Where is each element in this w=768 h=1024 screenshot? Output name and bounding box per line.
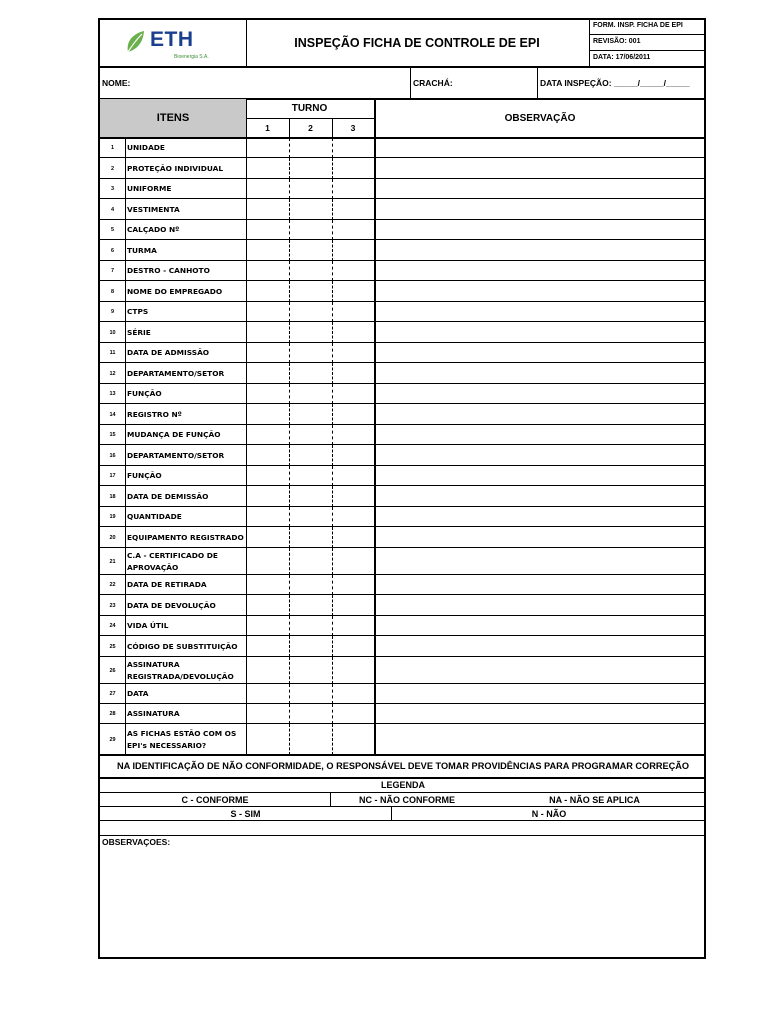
- row-label: DESTRO - CANHOTO: [127, 266, 210, 275]
- table-row: [100, 384, 706, 404]
- row-number: 7: [110, 268, 115, 274]
- row-label: UNIFORME: [127, 184, 172, 193]
- turno-2-cell[interactable]: [289, 636, 332, 657]
- turno-3-cell[interactable]: [332, 158, 374, 179]
- turno-2-cell[interactable]: [289, 616, 332, 636]
- turno-1-cell[interactable]: [246, 636, 289, 657]
- turno-3-cell[interactable]: [332, 684, 374, 704]
- turno-1-cell[interactable]: [246, 404, 289, 425]
- observacao-cell[interactable]: [375, 684, 706, 704]
- turno-3-cell[interactable]: [332, 636, 374, 657]
- table-row: [100, 363, 706, 384]
- table-row: [100, 158, 706, 179]
- observacao-cell[interactable]: [375, 404, 706, 425]
- observacao-cell[interactable]: [375, 657, 706, 684]
- turno-3-cell[interactable]: [332, 507, 374, 527]
- row-number: 10: [109, 329, 116, 336]
- turno-1-cell[interactable]: [246, 343, 289, 363]
- turno-2-cell[interactable]: [289, 657, 332, 684]
- observacao-cell[interactable]: [375, 445, 706, 466]
- row-label: DATA DE DEVOLUÇÃO: [127, 600, 216, 610]
- row-label: REGISTRO Nº: [127, 409, 182, 419]
- turno-3-cell[interactable]: [332, 138, 374, 158]
- row-label: DEPARTAMENTO/SETOR: [127, 450, 225, 460]
- row-number: 6: [110, 247, 115, 254]
- table-row: [100, 704, 706, 724]
- observacao-cell[interactable]: [375, 281, 706, 302]
- turno-1-header: 1: [265, 123, 270, 133]
- turno-2-cell[interactable]: [289, 575, 332, 595]
- row-label: C.A - CERTIFICADO DE APROVAÇÃO: [127, 550, 218, 572]
- row-label: MUDANÇA DE FUNÇÃO: [127, 430, 221, 439]
- observacao-cell[interactable]: [375, 384, 706, 404]
- observacao-cell[interactable]: [375, 199, 706, 220]
- turno-2-cell[interactable]: [289, 507, 332, 527]
- turno-3-cell[interactable]: [332, 466, 374, 486]
- row-number: 28: [109, 711, 116, 717]
- row-number: 25: [109, 643, 116, 650]
- row-label: DATA DE RETIRADA: [127, 580, 207, 589]
- turno-1-cell[interactable]: [246, 240, 289, 261]
- table-row: [100, 179, 706, 199]
- turno-2-cell[interactable]: [289, 384, 332, 404]
- turno-3-cell[interactable]: [332, 281, 374, 302]
- observacao-cell[interactable]: [375, 548, 706, 575]
- row-number: 20: [109, 534, 116, 541]
- table-row: [100, 425, 706, 445]
- turno-2-cell[interactable]: [289, 363, 332, 384]
- table-row: [100, 199, 706, 220]
- turno-header: TURNO: [291, 103, 328, 114]
- row-number: 8: [110, 288, 115, 295]
- legend-nao: N - NÃO: [531, 808, 567, 819]
- row-label: UNIDADE: [127, 143, 165, 152]
- turno-2-cell[interactable]: [289, 240, 332, 261]
- table-row: [100, 343, 706, 363]
- turno-2-cell[interactable]: [289, 724, 332, 755]
- row-number: 16: [109, 452, 116, 459]
- table-row: [100, 261, 706, 281]
- turno-2-cell[interactable]: [289, 322, 332, 343]
- turno-2-cell[interactable]: [289, 179, 332, 199]
- turno-3-cell[interactable]: [332, 527, 374, 548]
- row-number: 5: [110, 227, 115, 233]
- turno-2-cell[interactable]: [289, 158, 332, 179]
- turno-3-cell[interactable]: [332, 343, 374, 363]
- table-row: [100, 657, 706, 684]
- observacao-header: OBSERVAÇÃO: [504, 112, 576, 124]
- row-number: 9: [110, 309, 115, 315]
- turno-2-header: 2: [308, 123, 313, 133]
- row-label: CALÇADO Nº: [127, 225, 180, 234]
- turno-1-cell[interactable]: [246, 363, 289, 384]
- turno-3-header: 3: [350, 123, 356, 133]
- turno-2-cell[interactable]: [289, 425, 332, 445]
- turno-1-cell[interactable]: [246, 220, 289, 240]
- table-row: [100, 527, 706, 548]
- row-label: CÓDIGO DE SUBSTITUIÇÃO: [127, 641, 238, 651]
- turno-3-cell[interactable]: [332, 575, 374, 595]
- turno-2-cell[interactable]: [289, 445, 332, 466]
- row-number: 12: [109, 370, 116, 377]
- table-row: [100, 322, 706, 343]
- turno-3-cell[interactable]: [332, 384, 374, 404]
- turno-1-cell[interactable]: [246, 616, 289, 636]
- observacao-cell[interactable]: [375, 595, 706, 616]
- turno-1-cell[interactable]: [246, 138, 289, 158]
- table-row: [100, 486, 706, 507]
- observacao-cell[interactable]: [375, 138, 706, 158]
- turno-2-cell[interactable]: [289, 281, 332, 302]
- row-number: 13: [109, 391, 116, 397]
- observacao-cell[interactable]: [375, 363, 706, 384]
- turno-1-cell[interactable]: [246, 302, 289, 322]
- observacao-cell[interactable]: [375, 575, 706, 595]
- turno-1-cell[interactable]: [246, 684, 289, 704]
- turno-2-cell[interactable]: [289, 486, 332, 507]
- turno-1-cell[interactable]: [246, 486, 289, 507]
- row-number: 15: [109, 432, 116, 438]
- data-inspecao-field[interactable]: DATA INSPEÇÃO: _____/_____/_____: [540, 78, 690, 88]
- leaf-icon: [124, 30, 146, 54]
- epi-inspection-form: [98, 18, 706, 959]
- row-number: 1: [110, 145, 115, 151]
- row-number: 3: [110, 186, 115, 192]
- observacao-cell[interactable]: [375, 343, 706, 363]
- observacao-cell[interactable]: [375, 507, 706, 527]
- row-number: 22: [109, 582, 116, 588]
- turno-1-cell[interactable]: [246, 548, 289, 575]
- observacao-cell[interactable]: [375, 704, 706, 724]
- legend-nao-se-aplica: NA - NÃO SE APLICA: [549, 794, 640, 805]
- row-number: 17: [109, 473, 116, 479]
- turno-1-cell[interactable]: [246, 507, 289, 527]
- observacao-cell[interactable]: [375, 466, 706, 486]
- turno-1-cell[interactable]: [246, 724, 289, 755]
- turno-1-cell[interactable]: [246, 575, 289, 595]
- row-label: TURMA: [127, 245, 157, 255]
- row-label: NOME DO EMPREGADO: [127, 286, 223, 296]
- revision-label: REVISÃO: 001: [593, 38, 641, 45]
- row-label: DATA DE ADMISSÃO: [127, 348, 210, 357]
- turno-3-cell[interactable]: [332, 179, 374, 199]
- row-label: QUANTIDADE: [127, 512, 182, 521]
- turno-3-cell[interactable]: [332, 724, 374, 755]
- observacao-cell[interactable]: [375, 425, 706, 445]
- row-number: 27: [109, 691, 116, 697]
- turno-2-cell[interactable]: [289, 527, 332, 548]
- form-title: INSPEÇÃO FICHA DE CONTROLE DE EPI: [294, 36, 540, 50]
- turno-3-cell[interactable]: [332, 704, 374, 724]
- turno-2-cell[interactable]: [289, 595, 332, 616]
- row-number: 26: [109, 667, 116, 674]
- row-label: FUNÇÃO: [127, 389, 162, 398]
- table-row: [100, 240, 706, 261]
- turno-1-cell[interactable]: [246, 595, 289, 616]
- row-label: SÉRIE: [127, 327, 151, 337]
- turno-3-cell[interactable]: [332, 240, 374, 261]
- legenda-label: LEGENDA: [380, 780, 425, 790]
- row-label: AS FICHAS ESTÃO COM OS EPI's NECESSARIO?: [127, 728, 237, 750]
- table-row: [100, 684, 706, 704]
- row-label: CTPS: [127, 307, 149, 316]
- turno-1-cell[interactable]: [246, 384, 289, 404]
- table-row: [100, 595, 706, 616]
- table-row: [100, 404, 706, 425]
- table-row: [100, 507, 706, 527]
- table-row: [100, 724, 706, 755]
- company-logo: [124, 28, 224, 62]
- row-label: DATA DE DEMISSÃO: [127, 491, 209, 501]
- observacao-cell[interactable]: [375, 636, 706, 657]
- itens-header-cell: [100, 99, 246, 137]
- turno-3-cell[interactable]: [332, 363, 374, 384]
- observacao-cell[interactable]: [375, 616, 706, 636]
- turno-1-cell[interactable]: [246, 179, 289, 199]
- table-row: [100, 445, 706, 466]
- turno-1-cell[interactable]: [246, 158, 289, 179]
- row-number: 21: [109, 558, 116, 565]
- turno-2-cell[interactable]: [289, 343, 332, 363]
- row-label: ASSINATURA: [127, 709, 180, 718]
- turno-3-cell[interactable]: [332, 220, 374, 240]
- turno-2-cell[interactable]: [289, 404, 332, 425]
- observacao-cell[interactable]: [375, 527, 706, 548]
- turno-2-cell[interactable]: [289, 199, 332, 220]
- table-row: [100, 302, 706, 322]
- form-code: FORM. INSP. FICHA DE EPI: [593, 22, 683, 29]
- observacoes-label: OBSERVAÇOES:: [102, 837, 171, 847]
- turno-1-cell[interactable]: [246, 657, 289, 684]
- turno-2-cell[interactable]: [289, 138, 332, 158]
- observacao-cell[interactable]: [375, 302, 706, 322]
- turno-2-cell[interactable]: [289, 302, 332, 322]
- turno-1-cell[interactable]: [246, 425, 289, 445]
- turno-2-cell[interactable]: [289, 466, 332, 486]
- row-label: VIDA ÚTIL: [127, 621, 169, 630]
- turno-3-cell[interactable]: [332, 595, 374, 616]
- turno-3-cell[interactable]: [332, 657, 374, 684]
- turno-2-cell[interactable]: [289, 548, 332, 575]
- legend-conforme: C - CONFORME: [181, 794, 249, 805]
- turno-3-cell[interactable]: [332, 199, 374, 220]
- table-row: [100, 466, 706, 486]
- row-label: ASSINATURA REGISTRADA/DEVOLUÇÃO: [127, 659, 234, 681]
- row-number: 11: [109, 350, 116, 356]
- turno-3-cell[interactable]: [332, 548, 374, 575]
- table-row: [100, 138, 706, 158]
- turno-1-cell[interactable]: [246, 527, 289, 548]
- turno-1-cell[interactable]: [246, 466, 289, 486]
- observacoes-area[interactable]: [100, 846, 706, 958]
- row-label: DEPARTAMENTO/SETOR: [127, 368, 225, 378]
- turno-2-cell[interactable]: [289, 261, 332, 281]
- turno-3-cell[interactable]: [332, 322, 374, 343]
- turno-2-cell[interactable]: [289, 220, 332, 240]
- turno-1-cell[interactable]: [246, 281, 289, 302]
- table-row: [100, 281, 706, 302]
- itens-header: ITENS: [156, 112, 190, 124]
- row-label: VESTIMENTA: [127, 204, 180, 214]
- turno-2-cell[interactable]: [289, 684, 332, 704]
- row-label: FUNÇÃO: [127, 471, 162, 480]
- row-number: 23: [109, 602, 116, 609]
- row-number: 4: [110, 206, 115, 213]
- turno-3-cell[interactable]: [332, 425, 374, 445]
- table-row: [100, 220, 706, 240]
- row-number: 29: [109, 736, 116, 743]
- observacao-cell[interactable]: [375, 220, 706, 240]
- turno-3-cell[interactable]: [332, 486, 374, 507]
- turno-2-cell[interactable]: [289, 704, 332, 724]
- observacao-cell[interactable]: [375, 261, 706, 281]
- nonconformity-warning: NA IDENTIFICAÇÃO DE NÃO CONFORMIDADE, O RESPONSÁVEL DEVE TOMAR PROVIDÊNCIAS PARA PROGRAMAR CORREÇÃO: [116, 761, 690, 771]
- row-number: 2: [110, 165, 115, 172]
- turno-3-cell[interactable]: [332, 616, 374, 636]
- row-number: 18: [109, 493, 116, 500]
- turno-3-cell[interactable]: [332, 302, 374, 322]
- turno-1-cell[interactable]: [246, 261, 289, 281]
- row-label: EQUIPAMENTO REGISTRADO: [127, 532, 244, 542]
- row-number: 19: [109, 514, 116, 520]
- logo-subtext: Bioenergia S.A.: [174, 54, 209, 60]
- turno-3-cell[interactable]: [332, 261, 374, 281]
- row-label: PROTEÇÃO INDIVIDUAL: [127, 163, 224, 173]
- turno-1-cell[interactable]: [246, 445, 289, 466]
- turno-1-cell[interactable]: [246, 704, 289, 724]
- logo-text: ETH: [150, 28, 194, 51]
- turno-3-cell[interactable]: [332, 404, 374, 425]
- legend-nao-conforme: NC - NÃO CONFORME: [359, 794, 455, 805]
- table-row: [100, 548, 706, 575]
- row-number: 14: [109, 411, 116, 418]
- observacao-cell[interactable]: [375, 486, 706, 507]
- observacao-cell[interactable]: [375, 179, 706, 199]
- row-label: DATA: [127, 689, 149, 698]
- turno-3-cell[interactable]: [332, 445, 374, 466]
- row-number: 24: [109, 623, 116, 629]
- observacao-cell[interactable]: [375, 240, 706, 261]
- form-date: DATA: 17/06/2011: [593, 54, 651, 61]
- turno-1-cell[interactable]: [246, 199, 289, 220]
- table-row: [100, 636, 706, 657]
- nome-field[interactable]: NOME:: [102, 78, 131, 88]
- observacao-cell[interactable]: [375, 158, 706, 179]
- cracha-field[interactable]: CRACHÁ:: [413, 78, 453, 88]
- table-row: [100, 616, 706, 636]
- legend-sim: S - SIM: [230, 808, 261, 819]
- turno-1-cell[interactable]: [246, 322, 289, 343]
- table-row: [100, 575, 706, 595]
- observacao-cell[interactable]: [375, 724, 706, 755]
- observacao-cell[interactable]: [375, 322, 706, 343]
